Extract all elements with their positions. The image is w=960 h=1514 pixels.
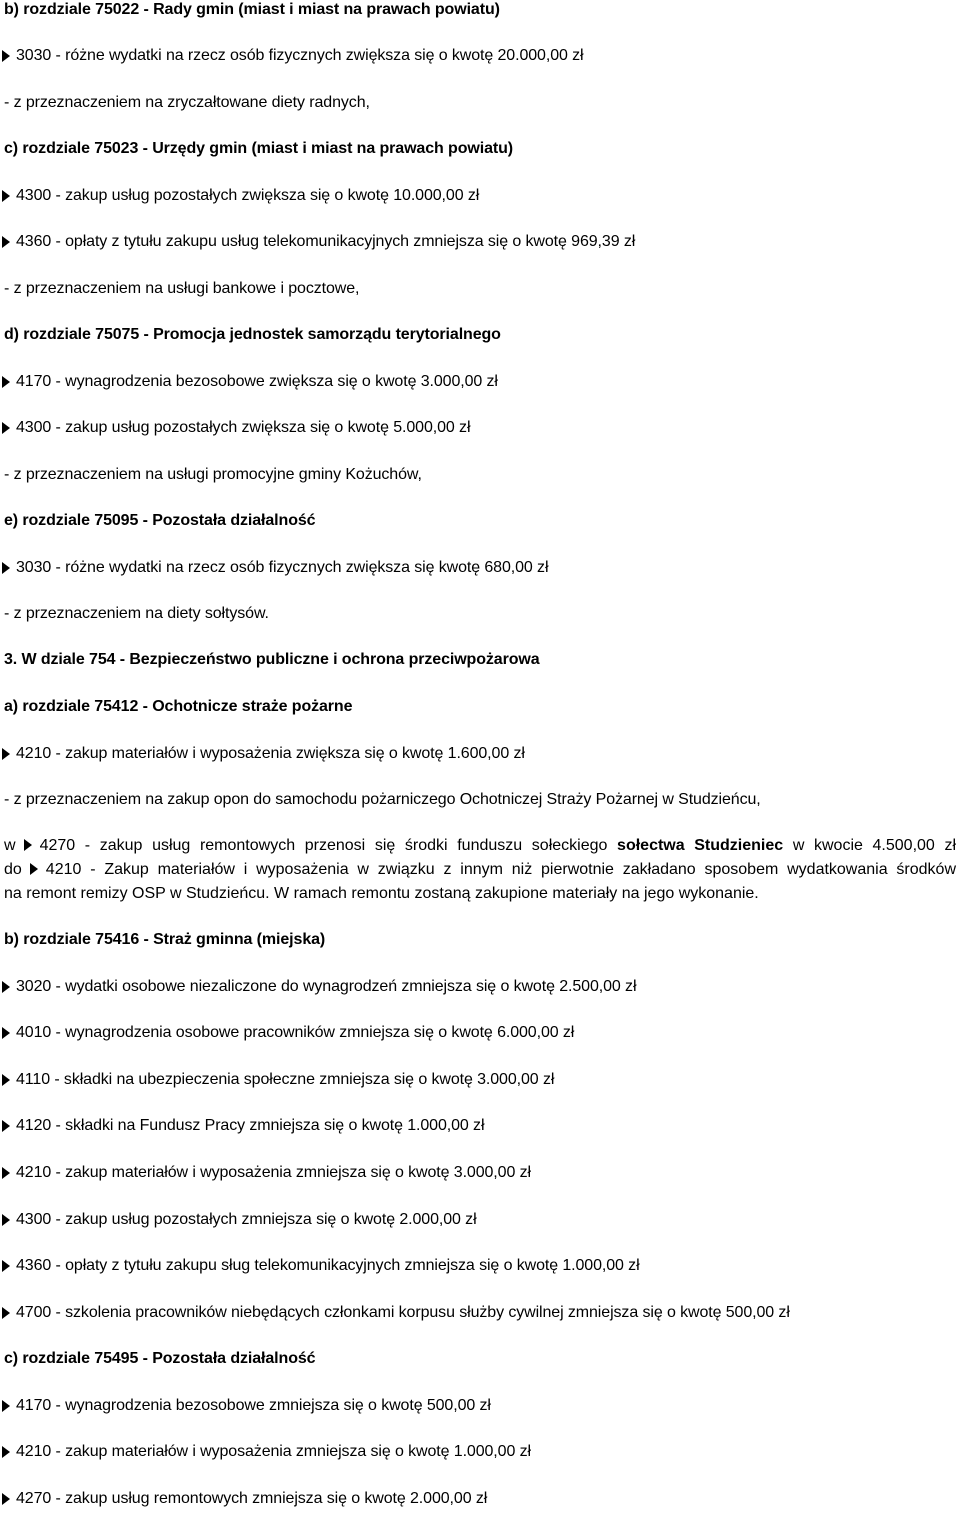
item-text: 4170 - wynagrodzenia bezosobowe zwiększa się o kwotę 3.000,00 zł: [16, 373, 498, 390]
paragraph-text: 4270 - zakup usług remontowych przenosi się środki funduszu sołeckiego: [39, 837, 608, 854]
arrow-bullet-icon: [2, 1120, 10, 1132]
paragraph-word: do: [4, 861, 22, 878]
paragraph-word: w: [4, 837, 16, 854]
arrow-bullet-icon: [2, 190, 10, 202]
arrow-bullet-icon: [2, 1167, 10, 1179]
list-item: [2, 558, 548, 578]
paragraph-row-2: [4, 858, 956, 882]
list-item: [2, 744, 525, 764]
list-item: [2, 1489, 487, 1509]
paragraph-row-1: [4, 834, 956, 858]
paragraph-text: w kwocie 4.500,00 zł: [792, 837, 957, 854]
item-text: 3030 - różne wydatki na rzecz osób fizycznych zwiększa się kwotę 680,00 zł: [16, 559, 549, 576]
list-item: [2, 46, 584, 66]
item-text: 4210 - zakup materiałów i wyposażenia zmniejsza się o kwotę 1.000,00 zł: [16, 1443, 531, 1460]
item-text: 4300 - zakup usług pozostałych zmniejsza się o kwotę 2.000,00 zł: [16, 1211, 477, 1228]
section-heading: b) rozdziale 75416 - Straż gminna (miejska): [4, 931, 326, 948]
arrow-bullet-icon: [2, 748, 10, 760]
arrow-bullet-icon: [2, 1307, 10, 1319]
chapter-heading: 3. W dziale 754 - Bezpieczeństwo publiczne i ochrona przeciwpożarowa: [4, 651, 540, 668]
list-item: [2, 977, 636, 997]
arrow-bullet-icon: [2, 1074, 10, 1086]
arrow-bullet-icon: [2, 981, 10, 993]
list-item: [2, 1210, 477, 1230]
item-text: 4300 - zakup usług pozostałych zwiększa się o kwotę 5.000,00 zł: [16, 419, 471, 436]
list-item: [2, 1070, 554, 1090]
arrow-bullet-icon: [2, 562, 10, 574]
item-text: 4360 - opłaty z tytułu zakupu usług telekomunikacyjnych zmniejsza się o kwotę 969,39 zł: [16, 233, 636, 250]
arrow-bullet-icon: [2, 1493, 10, 1505]
arrow-bullet-icon: [2, 236, 10, 248]
note-text: - z przeznaczeniem na usługi promocyjne gminy Kożuchów,: [4, 466, 422, 483]
item-text: 4360 - opłaty z tytułu zakupu sług telekomunikacyjnych zmniejsza się o kwotę 1.000,00 zł: [16, 1257, 640, 1274]
list-item: [2, 186, 479, 206]
item-text: 3020 - wydatki osobowe niezaliczone do wynagrodzeń zmniejsza się o kwotę 2.500,00 zł: [16, 978, 637, 995]
note-text: - z przeznaczeniem na zryczałtowane diety radnych,: [4, 94, 370, 111]
section-heading: c) rozdziale 75023 - Urzędy gmin (miast i miast na prawach powiatu): [4, 140, 513, 157]
list-item: [2, 1116, 484, 1136]
item-text: 3030 - różne wydatki na rzecz osób fizycznych zwiększa się o kwotę 20.000,00 zł: [16, 47, 584, 64]
paragraph-row-3: na remont remizy OSP w Studzieńcu. W ramach remontu zostaną zakupione materiały na jego wykonanie.: [4, 885, 759, 902]
section-heading: c) rozdziale 75495 - Pozostała działalność: [4, 1350, 316, 1367]
arrow-bullet-icon: [2, 1214, 10, 1226]
arrow-bullet-icon: [2, 50, 10, 62]
list-item: [2, 1442, 531, 1462]
section-heading: b) rozdziale 75022 - Rady gmin (miast i miast na prawach powiatu): [4, 1, 500, 18]
arrow-bullet-icon: [2, 1260, 10, 1272]
item-text: 4110 - składki na ubezpieczenia społeczne zmniejsza się o kwotę 3.000,00 zł: [16, 1071, 555, 1088]
list-item: [2, 372, 498, 392]
arrow-bullet-icon: [2, 422, 10, 434]
arrow-bullet-icon: [30, 863, 38, 875]
section-heading: d) rozdziale 75075 - Promocja jednostek samorządu terytorialnego: [4, 326, 501, 343]
section-heading: a) rozdziale 75412 - Ochotnicze straże pożarne: [4, 698, 353, 715]
arrow-bullet-icon: [24, 839, 32, 851]
section-heading: e) rozdziale 75095 - Pozostała działalność: [4, 512, 316, 529]
village-name: sołectwa Studzieniec: [617, 837, 784, 854]
list-item: [2, 1163, 531, 1183]
list-item: [2, 232, 635, 252]
note-text: - z przeznaczeniem na usługi bankowe i pocztowe,: [4, 280, 360, 297]
item-text: 4300 - zakup usług pozostałych zwiększa się o kwotę 10.000,00 zł: [16, 187, 480, 204]
item-text: 4170 - wynagrodzenia bezosobowe zmniejsza się o kwotę 500,00 zł: [16, 1397, 491, 1414]
item-text: 4010 - wynagrodzenia osobowe pracowników zmniejsza się o kwotę 6.000,00 zł: [16, 1024, 575, 1041]
paragraph-text: 4210 - Zakup materiałów i wyposażenia w związku z innym niż pierwotnie zakładano sposobem wydatkowania środków: [45, 861, 956, 878]
note-text: - z przeznaczeniem na diety sołtysów.: [4, 605, 269, 622]
transfer-paragraph: [4, 834, 956, 906]
arrow-bullet-icon: [2, 1027, 10, 1039]
list-item: [2, 1303, 790, 1323]
item-text: 4700 - szkolenia pracowników niebędących członkami korpusu służby cywilnej zmniejsza się o kwotę 500,00 zł: [16, 1304, 790, 1321]
arrow-bullet-icon: [2, 376, 10, 388]
arrow-bullet-icon: [2, 1446, 10, 1458]
item-text: 4210 - zakup materiałów i wyposażenia zmniejsza się o kwotę 3.000,00 zł: [16, 1164, 531, 1181]
arrow-bullet-icon: [2, 1400, 10, 1412]
note-text: - z przeznaczeniem na zakup opon do samochodu pożarniczego Ochotniczej Straży Pożarnej w Studzieńcu,: [4, 791, 761, 808]
list-item: [2, 1256, 640, 1276]
list-item: [2, 1023, 574, 1043]
item-text: 4210 - zakup materiałów i wyposażenia zwiększa się o kwotę 1.600,00 zł: [16, 745, 525, 762]
list-item: [2, 418, 470, 438]
item-text: 4120 - składki na Fundusz Pracy zmniejsza się o kwotę 1.000,00 zł: [16, 1117, 485, 1134]
item-text: 4270 - zakup usług remontowych zmniejsza się o kwotę 2.000,00 zł: [16, 1490, 488, 1507]
list-item: [2, 1396, 491, 1416]
